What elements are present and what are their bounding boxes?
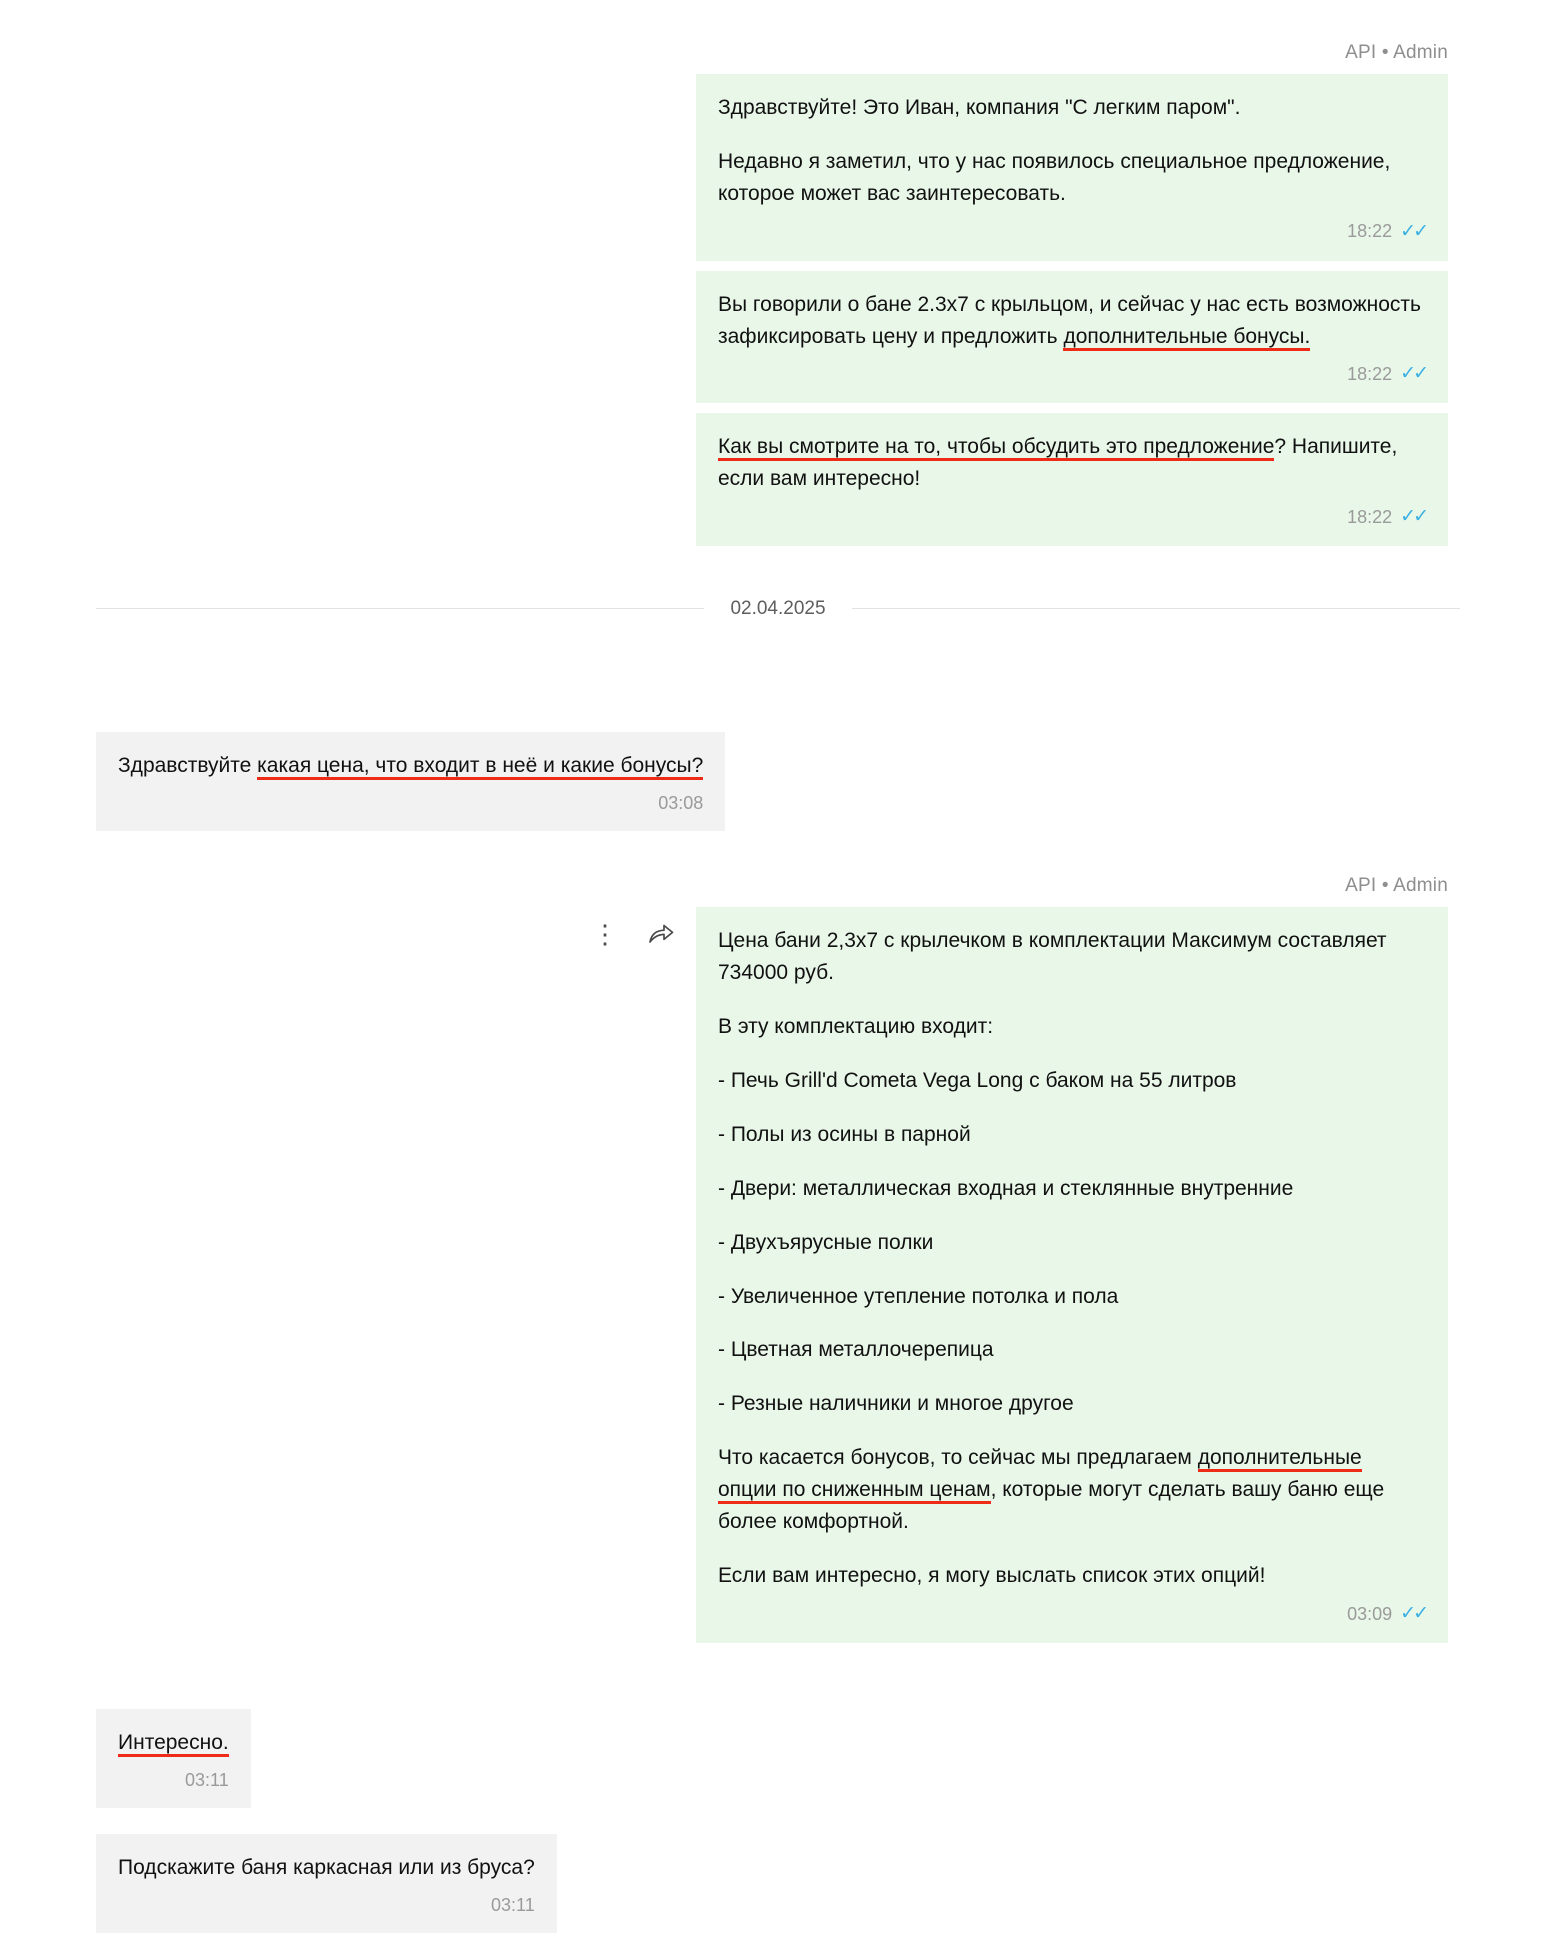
message-time: 18:22 xyxy=(1347,221,1393,242)
message-meta xyxy=(118,790,703,817)
message-meta xyxy=(718,503,1426,532)
divider-line-left xyxy=(96,608,704,609)
date-divider-label: 02.04.2025 xyxy=(730,597,826,619)
more-options-icon[interactable]: ⋮ xyxy=(592,919,618,950)
message-bubble-outgoing[interactable] xyxy=(696,74,1448,261)
read-ticks-icon: ✓✓ xyxy=(1400,363,1426,385)
message-paragraph xyxy=(718,431,1426,495)
message-time: 03:09 xyxy=(1347,1603,1393,1624)
message-text-plain: Вы говорили о бане 2.3х7 с крыльцом, и сейчас у нас есть возможность зафиксировать цену и предложить xyxy=(718,292,1421,348)
message-paragraph xyxy=(718,1442,1426,1538)
message-time: 03:11 xyxy=(185,1769,229,1790)
message-list-item: - Полы из осины в парной xyxy=(718,1122,971,1146)
message-paragraph: Здравствуйте! Это Иван, компания "С легким паром". xyxy=(718,96,1241,119)
message-paragraph: Если вам интересно, я могу выслать список этих опций! xyxy=(718,1564,1266,1588)
message-meta xyxy=(718,1600,1426,1629)
message-paragraph xyxy=(118,1727,229,1759)
message-meta xyxy=(118,1767,229,1794)
message-actions xyxy=(592,907,674,1643)
message-meta xyxy=(718,218,1426,247)
message-paragraph: Недавно я заметил, что у нас появилось специальное предложение, которое может вас заинтересовать. xyxy=(718,149,1391,205)
forward-icon[interactable] xyxy=(648,921,674,947)
message-row xyxy=(0,74,1556,261)
message-bubble-outgoing[interactable] xyxy=(696,413,1448,546)
message-time: 18:22 xyxy=(1347,364,1393,385)
message-text-plain: ? Напишите, если вам интересно! xyxy=(718,435,1398,491)
read-ticks-icon: ✓✓ xyxy=(1400,220,1426,242)
message-row xyxy=(0,732,1556,831)
message-bubble-outgoing[interactable] xyxy=(696,271,1448,404)
message-row xyxy=(0,1709,1556,1808)
message-list-item: - Резные наличники и многое другое xyxy=(718,1392,1074,1416)
message-list-title: В эту комплектацию входит: xyxy=(718,1015,994,1039)
message-text-plain: Здравствуйте xyxy=(118,753,258,777)
message-sender-label: API • Admin xyxy=(1345,42,1448,63)
message-list-item: - Увеличенное утепление потолка и пола xyxy=(718,1284,1119,1308)
message-row xyxy=(0,907,1556,1643)
message-text-plain: , которые могут сделать вашу баню еще более комфортной. xyxy=(718,1478,1385,1534)
annotation-underline: дополнительные опции по сниженным ценам xyxy=(718,1446,1362,1504)
message-list-item: - Цветная металлочерепица xyxy=(718,1338,994,1362)
message-time: 03:11 xyxy=(491,1894,535,1915)
message-bubble-outgoing[interactable] xyxy=(696,907,1448,1643)
message-meta xyxy=(118,1892,535,1919)
date-divider xyxy=(96,598,1460,620)
message-row xyxy=(0,413,1556,546)
message-row xyxy=(0,271,1556,404)
message-time: 18:22 xyxy=(1347,506,1393,527)
annotation-underline: Интересно. xyxy=(118,1731,229,1757)
message-bubble-incoming[interactable] xyxy=(96,732,725,831)
message-paragraph xyxy=(718,289,1426,353)
message-list-item: - Двухъярусные полки xyxy=(718,1230,934,1254)
annotation-underline: дополнительные бонусы. xyxy=(1063,325,1310,351)
message-list-item: - Печь Grill'd Cometa Vega Long с баком на 55 литров xyxy=(718,1068,1237,1092)
message-bubble-incoming[interactable] xyxy=(96,1834,557,1933)
message-list-item: - Двери: металлическая входная и стеклянные внутренние xyxy=(718,1176,1294,1200)
annotation-underline: Как вы смотрите на то, чтобы обсудить это предложение xyxy=(718,435,1274,461)
message-meta xyxy=(718,360,1426,389)
message-paragraph xyxy=(118,750,703,782)
message-sender-label: API • Admin xyxy=(1345,875,1448,897)
read-ticks-icon: ✓✓ xyxy=(1400,1602,1426,1624)
read-ticks-icon: ✓✓ xyxy=(1400,506,1426,528)
divider-line-right xyxy=(852,608,1460,609)
message-time: 03:08 xyxy=(658,792,704,813)
message-paragraph: Подскажите баня каркасная или из бруса? xyxy=(118,1856,535,1880)
annotation-underline: какая цена, что входит в неё и какие бонусы? xyxy=(257,754,703,780)
message-paragraph: Цена бани 2,3х7 с крылечком в комплектации Максимум составляет 734000 руб. xyxy=(718,929,1387,985)
message-row xyxy=(0,1834,1556,1933)
message-bubble-incoming[interactable] xyxy=(96,1709,251,1808)
message-text-plain: Что касается бонусов, то сейчас мы предлагаем xyxy=(718,1446,1198,1470)
